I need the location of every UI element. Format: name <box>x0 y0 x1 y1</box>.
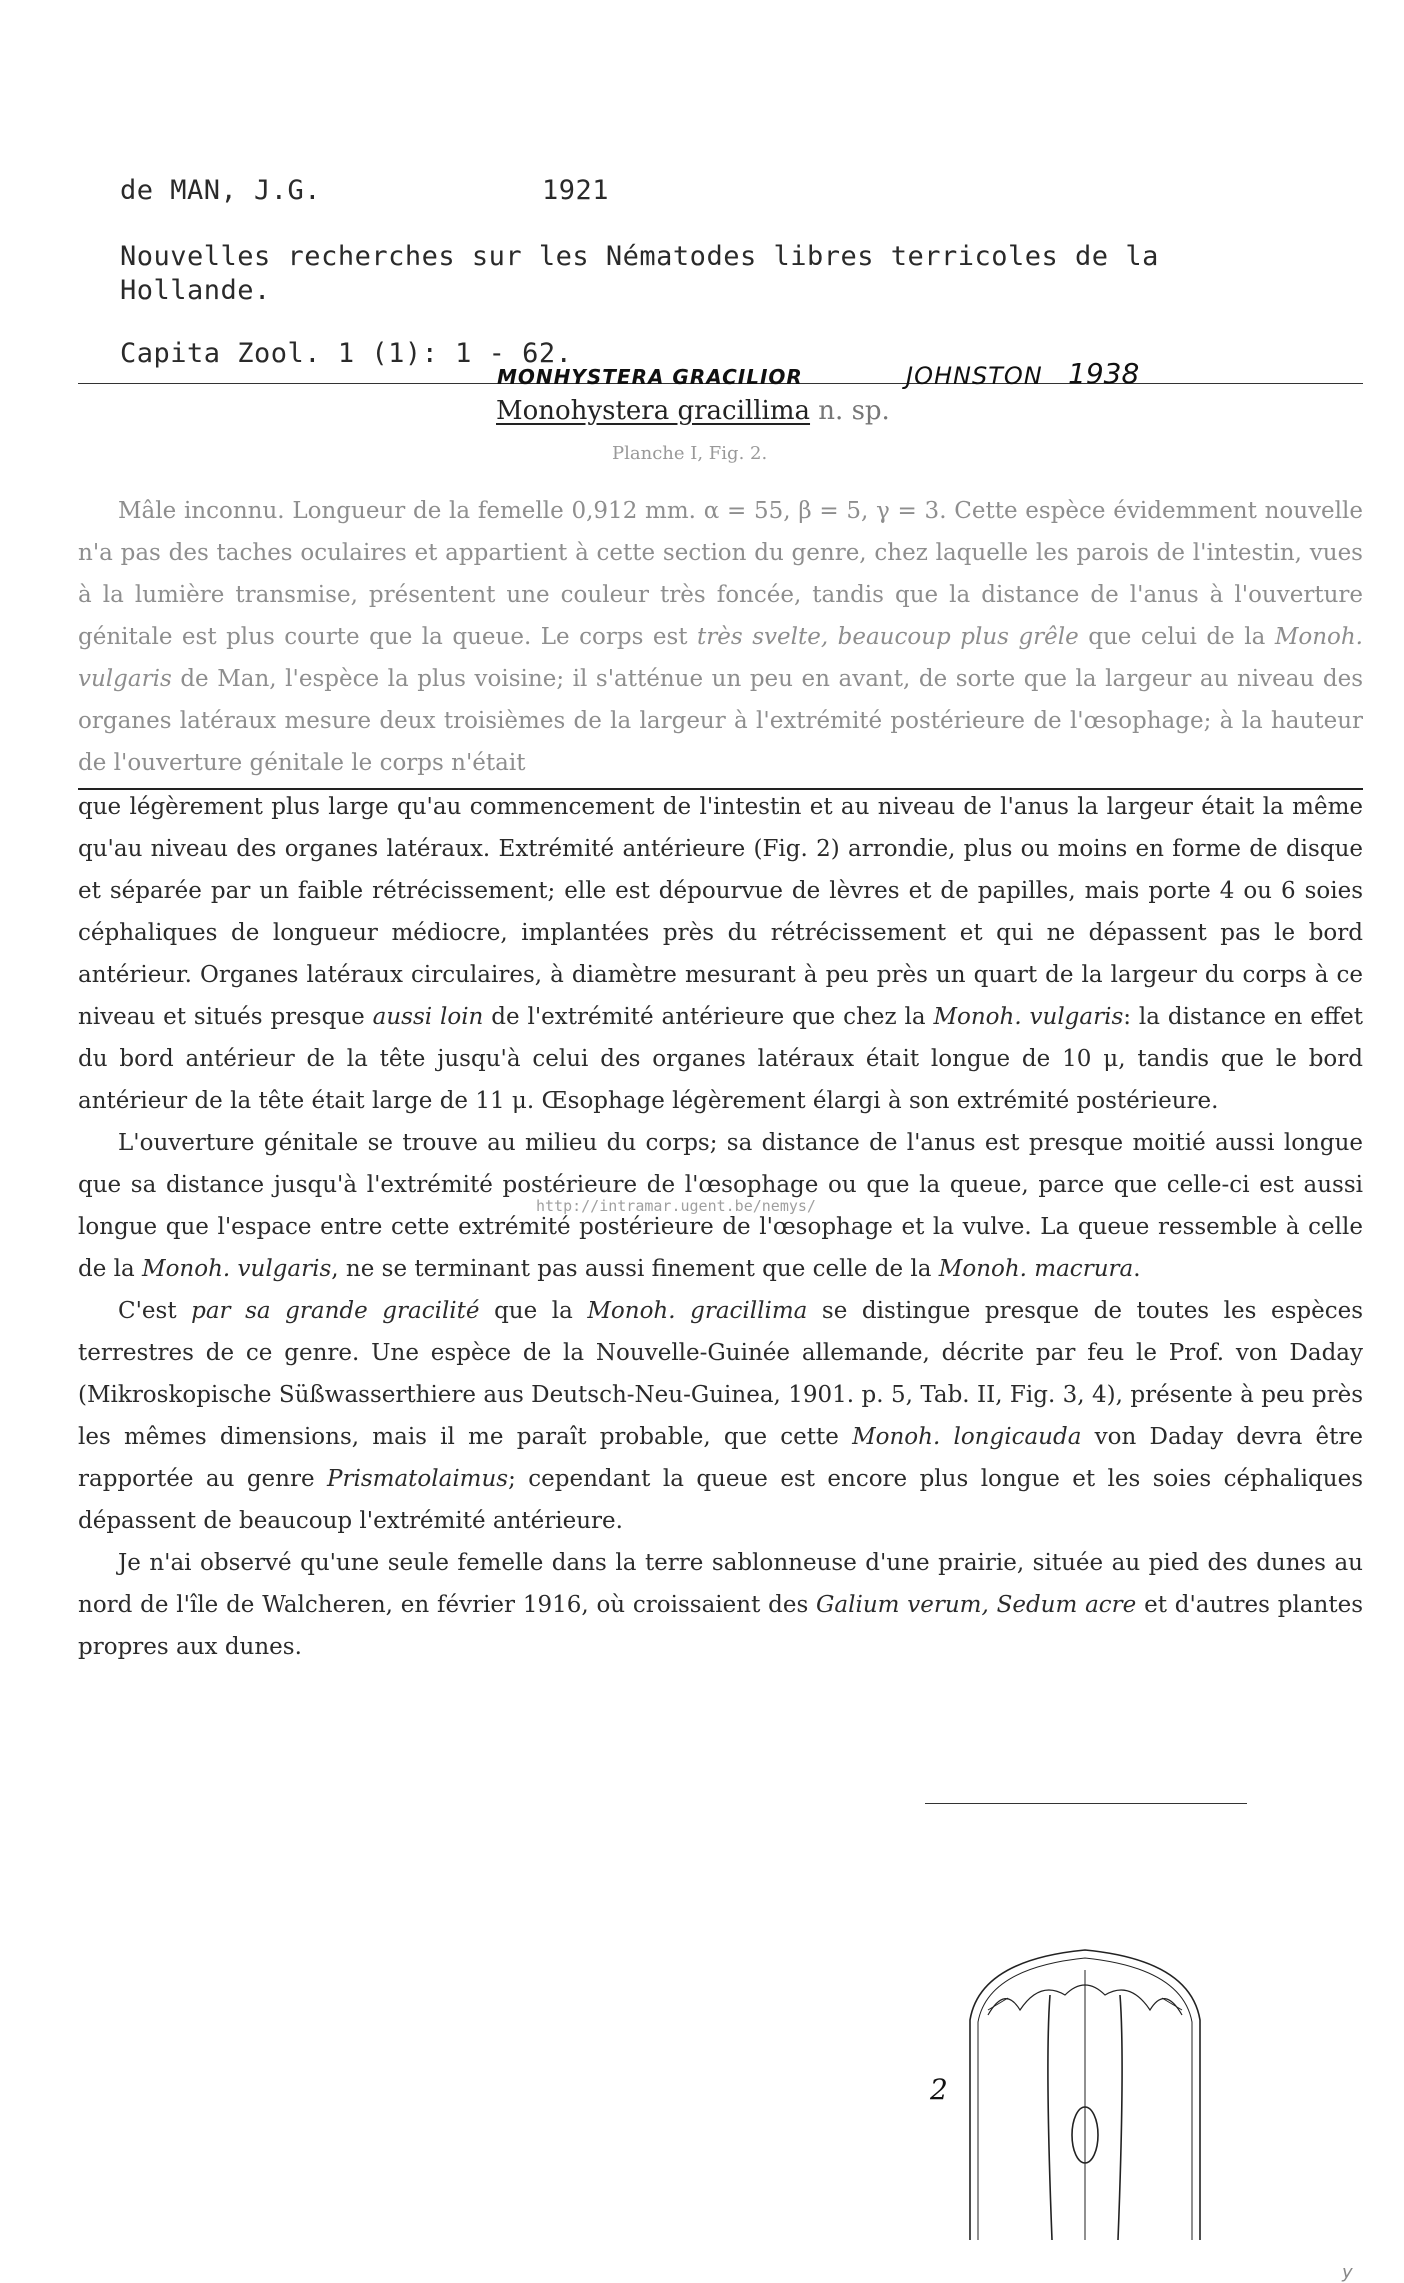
p2-text: que légèrement plus large qu'au commencement de l'intestin et au niveau de l'anus la largeur était la même qu'au niveau des organes latéraux. Extrémité antérieure (Fig. 2) arrondie, plus ou moins en forme de disque et séparée par un faible rétrécissement; elle est dépourvue de lèvres et de papilles, mais porte 4 ou 6 soies céphaliques de longueur médiocre, implantées près du rétrécissement et qui ne dépassent pas le bord antérieur. Organes latéraux circulaires, à diamètre mesurant à peu près un quart de la largeur du corps à ce niveau et situés presque <box>78 794 1363 1030</box>
p2-text-b: de l'extrémité antérieure que chez la <box>491 1004 926 1030</box>
watermark-url: http://intramar.ugent.be/nemys/ <box>536 1197 816 1215</box>
header-title: Nouvelles recherches sur les Nématodes libres terricoles de la Hollande. <box>120 241 1159 306</box>
p3-species: Monoh. vulgaris <box>142 1256 332 1282</box>
species-heading <box>496 396 890 426</box>
p1-text-c: de Man, l'espèce la plus voisine; il s'atténue un peu en avant, de sorte que la largeur au niveau des organes latéraux mesure deux troisièmes de la largeur à l'extrémité postérieure de l'œsophage; à la hauteur de l'ouverture génitale le corps n'était <box>78 666 1363 776</box>
p4-species: Monoh. gracillima <box>587 1298 808 1324</box>
paragraph-anatomy <box>78 786 1363 1122</box>
p2-species: Monoh. vulgaris <box>933 1004 1124 1030</box>
nematode-head-figure <box>960 1940 1290 2240</box>
p2-text-c: : la distance en effet du bord antérieur de la tête jusqu'à celui des organes latéraux était longue de 10 μ, tandis que le bord antérieur de la tête était large de 11 μ. Œsophage légèrement élargi à son extrémité postérieure. <box>78 1004 1364 1114</box>
figure-seta-left <box>988 1998 1008 2010</box>
figure-seta-right <box>1162 1998 1182 2010</box>
end-rule <box>925 1803 1247 1804</box>
handwritten-species-name: MONHYSTERA GRACILIOR <box>497 365 803 389</box>
p1-text-b: que celui de la <box>1088 624 1266 650</box>
species-suffix: n. sp. <box>818 396 890 426</box>
header-year: 1921 <box>542 175 610 206</box>
p5-text-b: et d'autres plantes propres aux dunes. <box>78 1592 1363 1660</box>
figure-esophagus-right <box>1118 1995 1122 2240</box>
p3-text: L'ouverture génitale se trouve au milieu du corps; sa distance de l'anus est presque moitié aussi longue que sa distance jusqu'à l'extrémité postérieure de l'œsophage ou que la queue, parce que celle-ci est aussi longue que l'espace entre cette extrémité postérieure de l'œsophage et la vulve. La queue ressemble à celle de la <box>78 1130 1363 1282</box>
p4-text: C'est <box>118 1298 177 1324</box>
plate-reference: Planche I, Fig. 2. <box>612 443 768 464</box>
p5-species: Galium verum, Sedum acre <box>816 1592 1137 1618</box>
handwritten-year: 1938 <box>1068 357 1140 390</box>
p1-emphasis: très svelte, beaucoup plus grêle <box>697 624 1079 650</box>
species-name: Monohystera gracillima <box>496 396 811 426</box>
p3-species-2: Monoh. macrura <box>938 1256 1134 1282</box>
figure-esophagus-left <box>1048 1995 1052 2240</box>
p1-text: Mâle inconnu. Longueur de la femelle 0,912 mm. α = 55, β = 5, γ = 3. Cette espèce évidemment nouvelle n'a pas des taches oculaires et appartient à cette section du genre, chez laquelle les parois de l'intestin, vues à la lumière transmise, présentent une couleur très foncée, tandis que la distance de l'anus à l'ouverture génitale est plus courte que la queue. Le corps est <box>78 498 1363 650</box>
figure-number: 2 <box>930 2073 948 2106</box>
p4-genus: Prismatolaimus <box>327 1466 509 1492</box>
p2-emphasis: aussi loin <box>372 1004 484 1030</box>
p5-text: Je n'ai observé qu'une seule femelle dans la terre sablonneuse d'une prairie, située au pied des dunes au nord de l'île de Walcheren, en février 1916, où croissaient des <box>78 1550 1363 1618</box>
p4-text-e: ; cependant la queue est encore plus longue et les soies céphaliques dépassent de beaucoup l'extrémité antérieure. <box>78 1466 1363 1534</box>
p1-species: Monoh. vulgaris <box>78 624 1363 692</box>
p3-text-b: , ne se terminant pas aussi finement que celle de la <box>331 1256 932 1282</box>
paragraph-faded <box>78 490 1363 784</box>
handwritten-author: JOHNSTON <box>906 362 1043 390</box>
p3-text-c: . <box>1133 1256 1141 1282</box>
header-author: de MAN, J.G. <box>120 175 322 206</box>
paragraph-locality <box>78 1542 1363 1668</box>
p4-species-2: Monoh. longicauda <box>852 1424 1082 1450</box>
main-text <box>78 786 1363 1668</box>
paragraph-comparison <box>78 1290 1363 1542</box>
p4-text-d: von Daday devra être rapportée au genre <box>78 1424 1364 1492</box>
header-reference: Capita Zool. 1 (1): 1 - 62. <box>120 338 573 369</box>
p4-emphasis: par sa grande gracilité <box>191 1298 480 1324</box>
corner-mark: y <box>1342 2262 1353 2283</box>
p4-text-c: se distingue presque de toutes les espèces terrestres de ce genre. Une espèce de la Nouvelle-Guinée allemande, décrite par feu le Prof. von Daday (Mikroskopische Süßwasserthiere aus Deutsch-Neu-Guinea, 1901. p. 5, Tab. II, Fig. 3, 4), présente à peu près les mêmes dimensions, mais il me paraît probable, que cette <box>78 1298 1364 1450</box>
p4-text-b: que la <box>494 1298 573 1324</box>
